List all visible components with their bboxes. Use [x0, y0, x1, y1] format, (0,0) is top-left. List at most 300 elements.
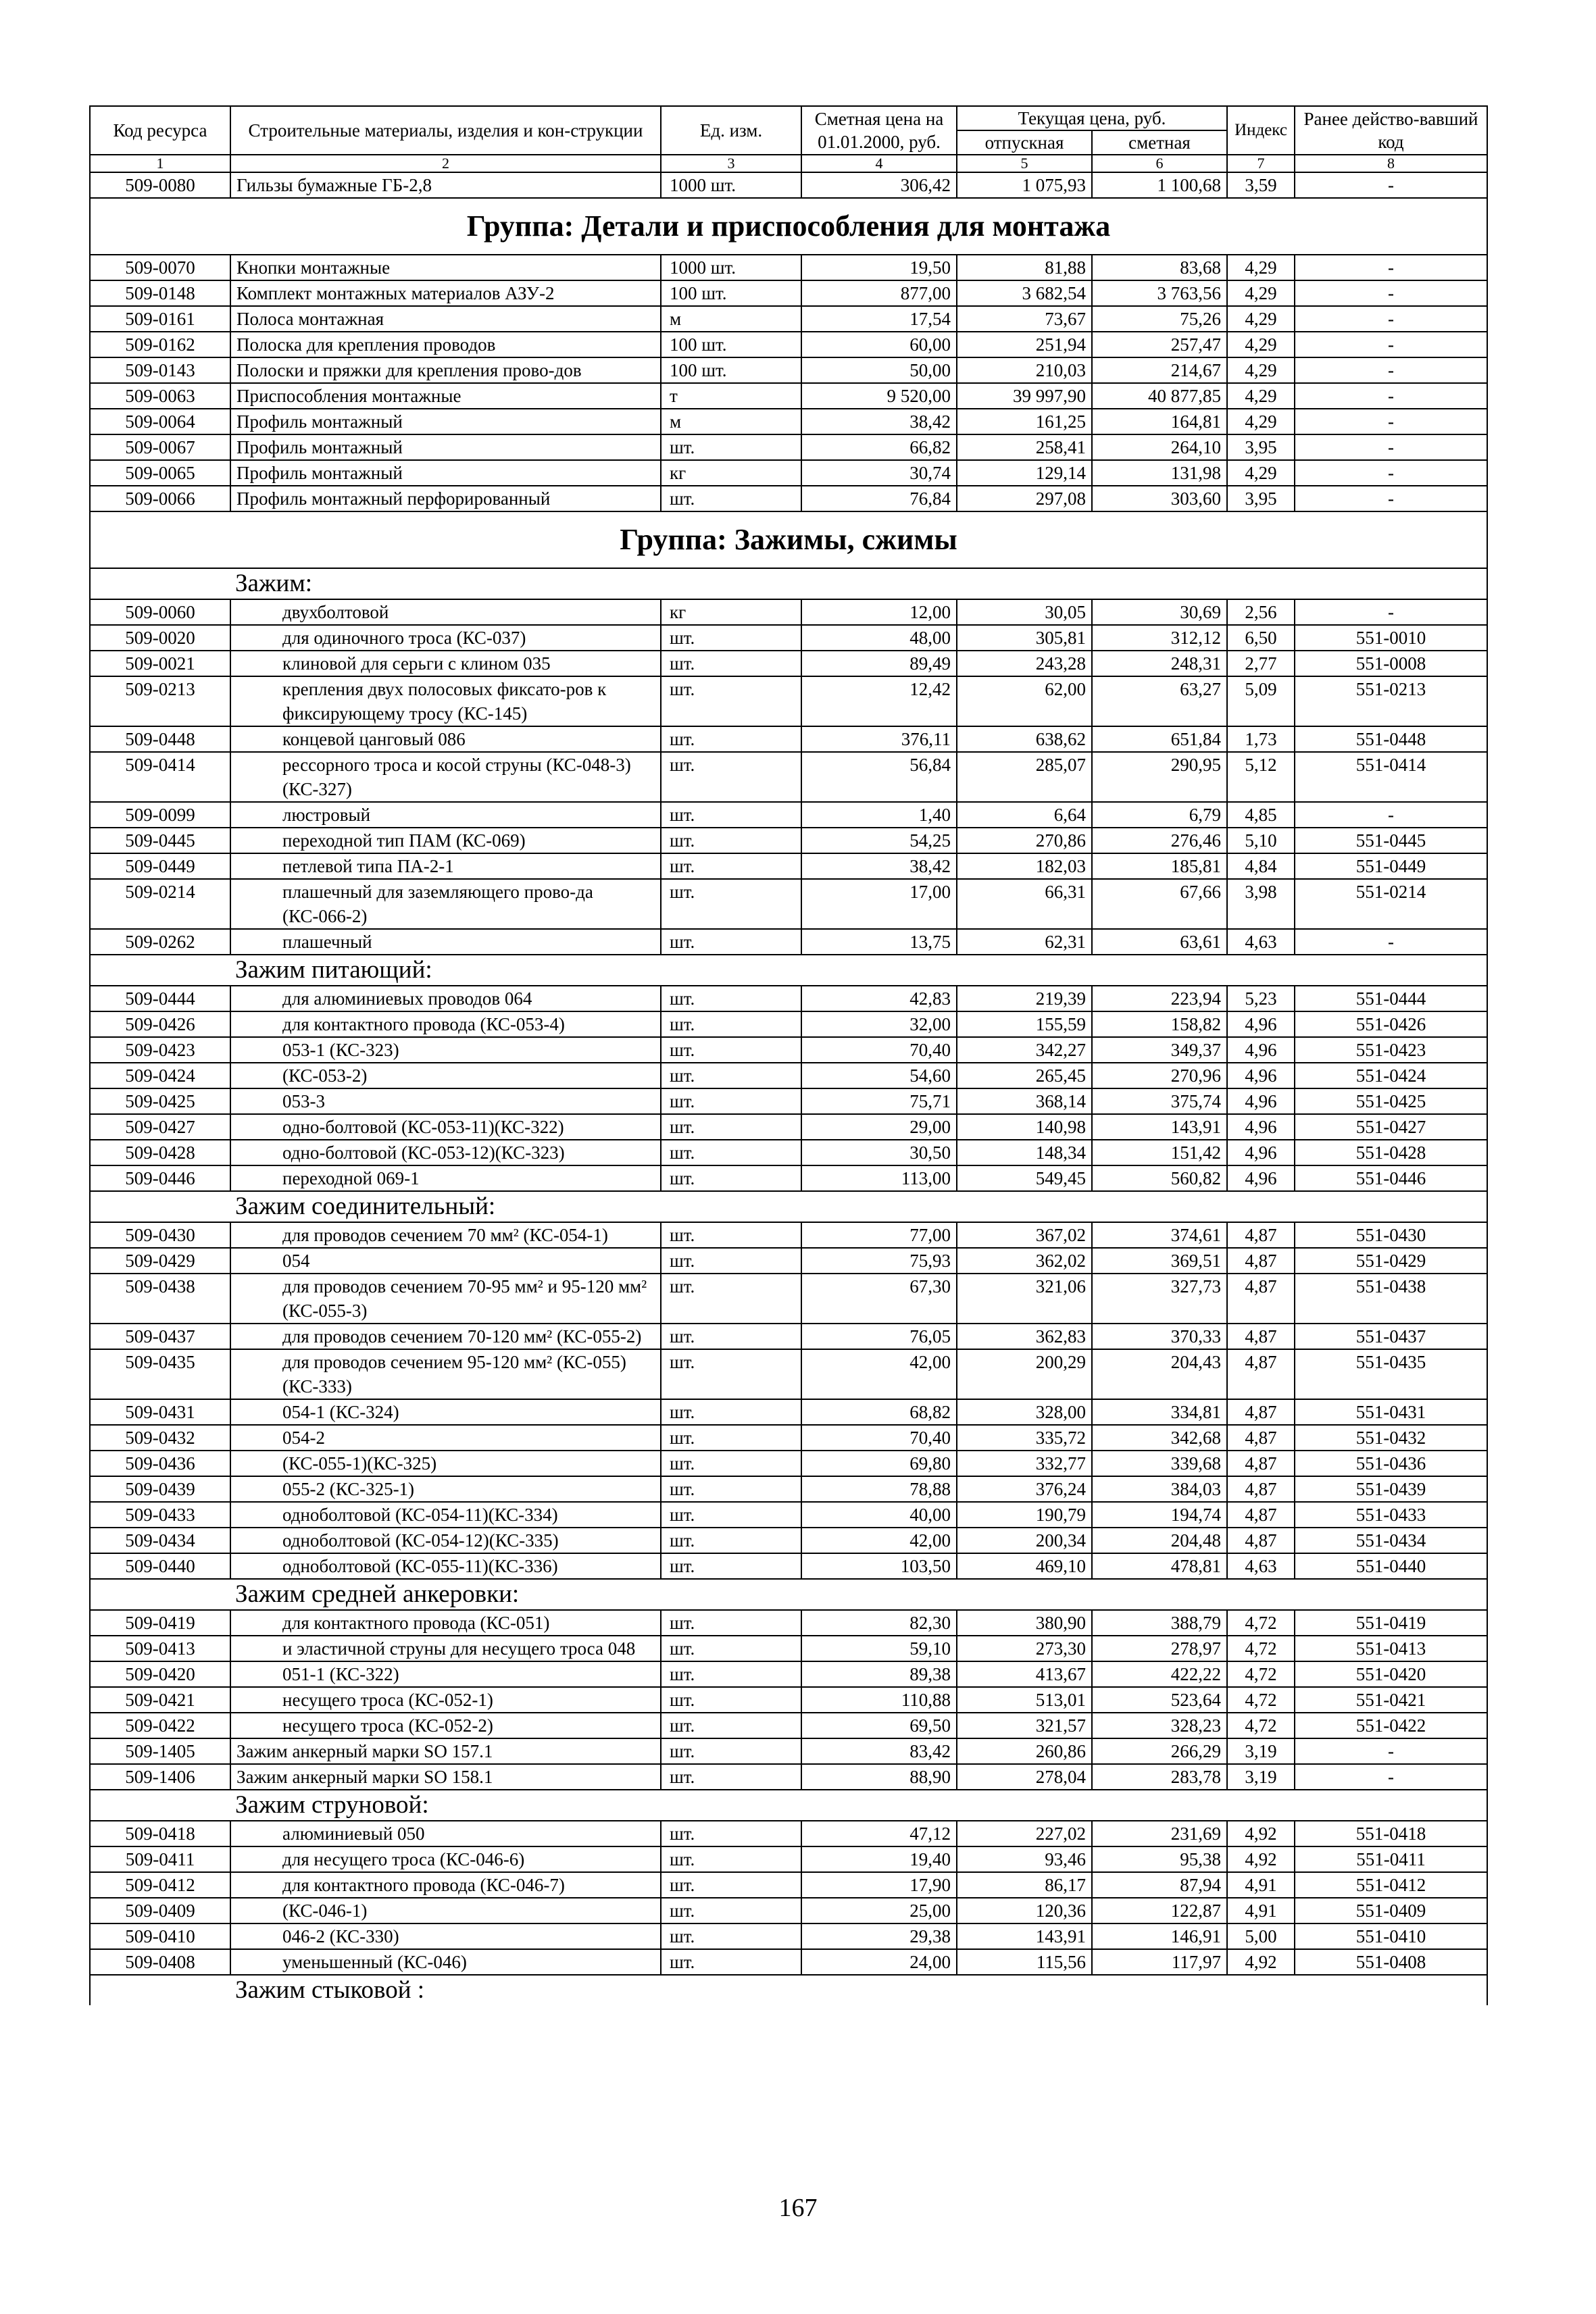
table-row [90, 1636, 1487, 1661]
price-index: 4,96 [1227, 1114, 1295, 1140]
unit-of-measure: шт. [661, 1248, 801, 1274]
estimate-price: 131,98 [1092, 460, 1227, 486]
resource-code: 509-0425 [90, 1088, 230, 1114]
release-price: 1 075,93 [957, 172, 1092, 198]
resource-code: 509-0064 [90, 409, 230, 434]
table-row [90, 651, 1487, 676]
release-price: 143,91 [957, 1923, 1092, 1949]
price-2000: 110,88 [801, 1687, 957, 1713]
unit-of-measure: шт. [661, 1528, 801, 1553]
estimate-price: 283,78 [1092, 1764, 1227, 1790]
column-number: 3 [661, 155, 801, 172]
release-price: 285,07 [957, 752, 1092, 802]
resource-code: 509-0021 [90, 651, 230, 676]
price-2000: 25,00 [801, 1898, 957, 1923]
estimate-price: 146,91 [1092, 1923, 1227, 1949]
price-index: 4,87 [1227, 1399, 1295, 1425]
price-table [89, 105, 1488, 2005]
price-index: 6,50 [1227, 625, 1295, 651]
release-price: 62,31 [957, 929, 1092, 955]
resource-code: 509-0445 [90, 828, 230, 853]
material-name: концевой цанговый 086 [230, 726, 661, 752]
estimate-price: 374,61 [1092, 1222, 1227, 1248]
price-2000: 76,84 [801, 486, 957, 511]
material-name: Профиль монтажный [230, 434, 661, 460]
unit-of-measure: шт. [661, 1349, 801, 1399]
table-row [90, 1687, 1487, 1713]
unit-of-measure: шт. [661, 1274, 801, 1324]
material-name: одноболтовой (КС-055-11)(КС-336) [230, 1553, 661, 1579]
table-row [90, 1923, 1487, 1949]
table-row [90, 1476, 1487, 1502]
price-2000: 306,42 [801, 172, 957, 198]
estimate-price: 278,97 [1092, 1636, 1227, 1661]
price-index: 4,87 [1227, 1274, 1295, 1324]
table-row [90, 409, 1487, 434]
price-index: 5,12 [1227, 752, 1295, 802]
price-index: 4,29 [1227, 460, 1295, 486]
table-row [90, 1063, 1487, 1088]
release-price: 362,83 [957, 1324, 1092, 1349]
material-name: Зажим анкерный марки SO 157.1 [230, 1738, 661, 1764]
previous-code: 551-0412 [1295, 1872, 1487, 1898]
estimate-price: 651,84 [1092, 726, 1227, 752]
release-price: 93,46 [957, 1846, 1092, 1872]
material-name: для проводов сечением 70-95 мм² и 95-120 мм² (КС-055-3) [230, 1274, 661, 1324]
previous-code: 551-0423 [1295, 1037, 1487, 1063]
release-price: 265,45 [957, 1063, 1092, 1088]
resource-code: 509-0434 [90, 1528, 230, 1553]
header-estimate-price: сметная [1092, 130, 1227, 155]
group-heading: Группа: Зажимы, сжимы [90, 511, 1487, 568]
unit-of-measure: шт. [661, 1661, 801, 1687]
estimate-price: 87,94 [1092, 1872, 1227, 1898]
unit-of-measure: шт. [661, 1011, 801, 1037]
resource-code: 509-0438 [90, 1274, 230, 1324]
unit-of-measure: 100 шт. [661, 280, 801, 306]
material-name: несущего троса (КС-052-2) [230, 1713, 661, 1738]
price-2000: 24,00 [801, 1949, 957, 1975]
release-price: 328,00 [957, 1399, 1092, 1425]
table-row [90, 434, 1487, 460]
material-name: люстровый [230, 802, 661, 828]
price-2000: 17,54 [801, 306, 957, 332]
release-price: 140,98 [957, 1114, 1092, 1140]
material-name: переходной 069-1 [230, 1165, 661, 1191]
table-row [90, 1661, 1487, 1687]
table-row [90, 460, 1487, 486]
table-body [90, 172, 1487, 2005]
material-name: крепления двух полосовых фиксато-ров к фиксирующему тросу (КС-145) [230, 676, 661, 726]
price-2000: 48,00 [801, 625, 957, 651]
table-row [90, 1088, 1487, 1114]
material-name: для контактного провода (КС-046-7) [230, 1872, 661, 1898]
price-index: 4,87 [1227, 1528, 1295, 1553]
material-name: 054-1 (КС-324) [230, 1399, 661, 1425]
unit-of-measure: шт. [661, 1476, 801, 1502]
material-name: одно-болтовой (КС-053-11)(КС-322) [230, 1114, 661, 1140]
estimate-price: 63,61 [1092, 929, 1227, 955]
price-index: 4,96 [1227, 1088, 1295, 1114]
unit-of-measure: кг [661, 599, 801, 625]
price-2000: 66,82 [801, 434, 957, 460]
previous-code: 551-0419 [1295, 1610, 1487, 1636]
price-2000: 54,25 [801, 828, 957, 853]
estimate-price: 75,26 [1092, 306, 1227, 332]
release-price: 270,86 [957, 828, 1092, 853]
previous-code: - [1295, 486, 1487, 511]
previous-code: 551-0418 [1295, 1821, 1487, 1846]
estimate-price: 122,87 [1092, 1898, 1227, 1923]
unit-of-measure: шт. [661, 752, 801, 802]
resource-code: 509-0411 [90, 1846, 230, 1872]
previous-code: 551-0444 [1295, 986, 1487, 1011]
release-price: 190,79 [957, 1502, 1092, 1528]
release-price: 380,90 [957, 1610, 1092, 1636]
header-name: Строительные материалы, изделия и кон-струкции [230, 106, 661, 155]
table-row [90, 172, 1487, 198]
unit-of-measure: шт. [661, 1923, 801, 1949]
price-2000: 60,00 [801, 332, 957, 357]
resource-code: 509-0162 [90, 332, 230, 357]
unit-of-measure: шт. [661, 1037, 801, 1063]
material-name: для контактного провода (КС-053-4) [230, 1011, 661, 1037]
price-index: 4,72 [1227, 1713, 1295, 1738]
table-row [90, 625, 1487, 651]
release-price: 342,27 [957, 1037, 1092, 1063]
table-row [90, 1140, 1487, 1165]
estimate-price: 334,81 [1092, 1399, 1227, 1425]
unit-of-measure: м [661, 306, 801, 332]
release-price: 182,03 [957, 853, 1092, 879]
resource-code: 509-0419 [90, 1610, 230, 1636]
previous-code: - [1295, 802, 1487, 828]
table-row [90, 1399, 1487, 1425]
page-number: 167 [778, 2194, 818, 2222]
price-index: 4,72 [1227, 1687, 1295, 1713]
table-row [90, 1610, 1487, 1636]
release-price: 30,05 [957, 599, 1092, 625]
previous-code: 551-0438 [1295, 1274, 1487, 1324]
estimate-price: 83,68 [1092, 255, 1227, 280]
release-price: 148,34 [957, 1140, 1092, 1165]
release-price: 321,57 [957, 1713, 1092, 1738]
previous-code: - [1295, 409, 1487, 434]
table-row [90, 1248, 1487, 1274]
table-row [90, 1846, 1487, 1872]
material-name: для проводов сечением 70-120 мм² (КС-055-2) [230, 1324, 661, 1349]
unit-of-measure: шт. [661, 1610, 801, 1636]
price-index: 3,59 [1227, 172, 1295, 198]
table-row [90, 1502, 1487, 1528]
resource-code: 509-0422 [90, 1713, 230, 1738]
unit-of-measure: шт. [661, 1738, 801, 1764]
estimate-price: 67,66 [1092, 879, 1227, 929]
release-price: 638,62 [957, 726, 1092, 752]
unit-of-measure: шт. [661, 1764, 801, 1790]
resource-code: 509-0060 [90, 599, 230, 625]
resource-code: 509-0426 [90, 1011, 230, 1037]
price-2000: 59,10 [801, 1636, 957, 1661]
estimate-price: 388,79 [1092, 1610, 1227, 1636]
previous-code: 551-0425 [1295, 1088, 1487, 1114]
release-price: 115,56 [957, 1949, 1092, 1975]
table-row [90, 1949, 1487, 1975]
subgroup-heading-row [90, 568, 1487, 599]
resource-code: 509-0066 [90, 486, 230, 511]
estimate-price: 290,95 [1092, 752, 1227, 802]
previous-code: - [1295, 280, 1487, 306]
material-name: для проводов сечением 70 мм² (КС-054-1) [230, 1222, 661, 1248]
estimate-price: 204,48 [1092, 1528, 1227, 1553]
resource-code: 509-1406 [90, 1764, 230, 1790]
release-price: 251,94 [957, 332, 1092, 357]
price-index: 4,63 [1227, 1553, 1295, 1579]
price-2000: 42,00 [801, 1528, 957, 1553]
estimate-price: 270,96 [1092, 1063, 1227, 1088]
subgroup-heading: Зажим соединительный: [90, 1191, 1487, 1222]
table-row [90, 929, 1487, 955]
estimate-price: 339,68 [1092, 1451, 1227, 1476]
table-row [90, 357, 1487, 383]
previous-code: 551-0434 [1295, 1528, 1487, 1553]
price-index: 1,73 [1227, 726, 1295, 752]
price-2000: 13,75 [801, 929, 957, 955]
material-name: Полоса монтажная [230, 306, 661, 332]
estimate-price: 349,37 [1092, 1037, 1227, 1063]
price-2000: 12,42 [801, 676, 957, 726]
estimate-price: 369,51 [1092, 1248, 1227, 1274]
estimate-price: 231,69 [1092, 1821, 1227, 1846]
price-index: 4,96 [1227, 1037, 1295, 1063]
table-row [90, 752, 1487, 802]
unit-of-measure: шт. [661, 1872, 801, 1898]
price-index: 5,10 [1227, 828, 1295, 853]
previous-code: 551-0439 [1295, 1476, 1487, 1502]
subgroup-heading: Зажим средней анкеровки: [90, 1579, 1487, 1610]
table-row [90, 1114, 1487, 1140]
material-name: плашечный [230, 929, 661, 955]
estimate-price: 95,38 [1092, 1846, 1227, 1872]
price-index: 3,95 [1227, 486, 1295, 511]
price-2000: 89,49 [801, 651, 957, 676]
resource-code: 509-0410 [90, 1923, 230, 1949]
table-row [90, 332, 1487, 357]
price-2000: 88,90 [801, 1764, 957, 1790]
release-price: 260,86 [957, 1738, 1092, 1764]
previous-code: - [1295, 255, 1487, 280]
previous-code: 551-0448 [1295, 726, 1487, 752]
unit-of-measure: шт. [661, 625, 801, 651]
price-2000: 75,93 [801, 1248, 957, 1274]
unit-of-measure: 1000 шт. [661, 172, 801, 198]
release-price: 62,00 [957, 676, 1092, 726]
price-2000: 19,50 [801, 255, 957, 280]
release-price: 219,39 [957, 986, 1092, 1011]
release-price: 362,02 [957, 1248, 1092, 1274]
table-row [90, 280, 1487, 306]
resource-code: 509-0430 [90, 1222, 230, 1248]
estimate-price: 478,81 [1092, 1553, 1227, 1579]
resource-code: 509-0262 [90, 929, 230, 955]
price-2000: 877,00 [801, 280, 957, 306]
release-price: 227,02 [957, 1821, 1092, 1846]
previous-code: 551-0446 [1295, 1165, 1487, 1191]
resource-code: 509-0067 [90, 434, 230, 460]
table-header [90, 106, 1487, 172]
material-name: одно-болтовой (КС-053-12)(КС-323) [230, 1140, 661, 1165]
release-price: 81,88 [957, 255, 1092, 280]
material-name: для алюминиевых проводов 064 [230, 986, 661, 1011]
price-index: 4,29 [1227, 383, 1295, 409]
header-unit: Ед. изм. [661, 106, 801, 155]
table-row [90, 879, 1487, 929]
resource-code: 509-0435 [90, 1349, 230, 1399]
price-index: 3,19 [1227, 1738, 1295, 1764]
resource-code: 509-0437 [90, 1324, 230, 1349]
price-index: 4,92 [1227, 1949, 1295, 1975]
price-index: 4,87 [1227, 1451, 1295, 1476]
previous-code: - [1295, 929, 1487, 955]
subgroup-heading: Зажим питающий: [90, 955, 1487, 986]
column-number: 2 [230, 155, 661, 172]
material-name: Зажим анкерный марки SO 158.1 [230, 1764, 661, 1790]
previous-code: - [1295, 434, 1487, 460]
material-name: клиновой для серьги с клином 035 [230, 651, 661, 676]
previous-code: 551-0420 [1295, 1661, 1487, 1687]
estimate-price: 3 763,56 [1092, 280, 1227, 306]
price-index: 4,87 [1227, 1248, 1295, 1274]
material-name: алюминиевый 050 [230, 1821, 661, 1846]
unit-of-measure: шт. [661, 929, 801, 955]
estimate-price: 327,73 [1092, 1274, 1227, 1324]
price-2000: 9 520,00 [801, 383, 957, 409]
table-row [90, 1274, 1487, 1324]
price-2000: 78,88 [801, 1476, 957, 1502]
resource-code: 509-0065 [90, 460, 230, 486]
resource-code: 509-0161 [90, 306, 230, 332]
table-row [90, 1821, 1487, 1846]
price-index: 4,91 [1227, 1872, 1295, 1898]
release-price: 376,24 [957, 1476, 1092, 1502]
price-2000: 1,40 [801, 802, 957, 828]
previous-code: 551-0429 [1295, 1248, 1487, 1274]
previous-code: 551-0427 [1295, 1114, 1487, 1140]
price-index: 3,98 [1227, 879, 1295, 929]
table-row [90, 1222, 1487, 1248]
table-row [90, 1451, 1487, 1476]
price-2000: 29,38 [801, 1923, 957, 1949]
subgroup-heading-row [90, 955, 1487, 986]
table-row [90, 676, 1487, 726]
material-name: одноболтовой (КС-054-12)(КС-335) [230, 1528, 661, 1553]
price-2000: 103,50 [801, 1553, 957, 1579]
price-index: 4,29 [1227, 332, 1295, 357]
material-name: для контактного провода (КС-051) [230, 1610, 661, 1636]
previous-code: 551-0440 [1295, 1553, 1487, 1579]
price-2000: 42,00 [801, 1349, 957, 1399]
unit-of-measure: шт. [661, 1502, 801, 1528]
unit-of-measure: кг [661, 460, 801, 486]
price-index: 4,87 [1227, 1502, 1295, 1528]
previous-code: - [1295, 1764, 1487, 1790]
price-2000: 42,83 [801, 986, 957, 1011]
material-name: Профиль монтажный перфорированный [230, 486, 661, 511]
table-row [90, 1898, 1487, 1923]
release-price: 243,28 [957, 651, 1092, 676]
material-name: (КС-046-1) [230, 1898, 661, 1923]
unit-of-measure: шт. [661, 879, 801, 929]
release-price: 200,34 [957, 1528, 1092, 1553]
price-2000: 38,42 [801, 409, 957, 434]
previous-code: 551-0414 [1295, 752, 1487, 802]
material-name: 054 [230, 1248, 661, 1274]
resource-code: 509-0070 [90, 255, 230, 280]
release-price: 297,08 [957, 486, 1092, 511]
price-2000: 82,30 [801, 1610, 957, 1636]
release-price: 155,59 [957, 1011, 1092, 1037]
previous-code: 551-0213 [1295, 676, 1487, 726]
resource-code: 509-0427 [90, 1114, 230, 1140]
estimate-price: 143,91 [1092, 1114, 1227, 1140]
previous-code: - [1295, 460, 1487, 486]
price-2000: 47,12 [801, 1821, 957, 1846]
column-number: 1 [90, 155, 230, 172]
unit-of-measure: шт. [661, 1713, 801, 1738]
column-number: 8 [1295, 155, 1487, 172]
price-2000: 50,00 [801, 357, 957, 383]
header-release-price: отпускная [957, 130, 1092, 155]
material-name: петлевой типа ПА-2-1 [230, 853, 661, 879]
material-name: 051-1 (КС-322) [230, 1661, 661, 1687]
column-number: 5 [957, 155, 1092, 172]
price-2000: 67,30 [801, 1274, 957, 1324]
price-2000: 70,40 [801, 1037, 957, 1063]
price-index: 4,29 [1227, 357, 1295, 383]
release-price: 3 682,54 [957, 280, 1092, 306]
table-row [90, 1764, 1487, 1790]
estimate-price: 194,74 [1092, 1502, 1227, 1528]
price-index: 4,92 [1227, 1821, 1295, 1846]
unit-of-measure: шт. [661, 434, 801, 460]
release-price: 161,25 [957, 409, 1092, 434]
resource-code: 509-0423 [90, 1037, 230, 1063]
release-price: 278,04 [957, 1764, 1092, 1790]
previous-code: - [1295, 599, 1487, 625]
price-index: 4,29 [1227, 280, 1295, 306]
release-price: 200,29 [957, 1349, 1092, 1399]
price-index: 4,87 [1227, 1425, 1295, 1451]
table-row [90, 1037, 1487, 1063]
header-current-price: Текущая цена, руб. [957, 106, 1227, 130]
release-price: 129,14 [957, 460, 1092, 486]
resource-code: 509-0414 [90, 752, 230, 802]
material-name: рессорного троса и косой струны (КС-048-3) (КС-327) [230, 752, 661, 802]
resource-code: 509-0409 [90, 1898, 230, 1923]
table-row [90, 1349, 1487, 1399]
release-price: 6,64 [957, 802, 1092, 828]
price-2000: 113,00 [801, 1165, 957, 1191]
price-index: 4,29 [1227, 306, 1295, 332]
unit-of-measure: шт. [661, 1140, 801, 1165]
estimate-price: 63,27 [1092, 676, 1227, 726]
release-price: 305,81 [957, 625, 1092, 651]
price-index: 4,84 [1227, 853, 1295, 879]
previous-code: 551-0431 [1295, 1399, 1487, 1425]
header-prev-code: Ранее действо-вавший код [1295, 106, 1487, 155]
release-price: 39 997,90 [957, 383, 1092, 409]
previous-code: 551-0008 [1295, 651, 1487, 676]
